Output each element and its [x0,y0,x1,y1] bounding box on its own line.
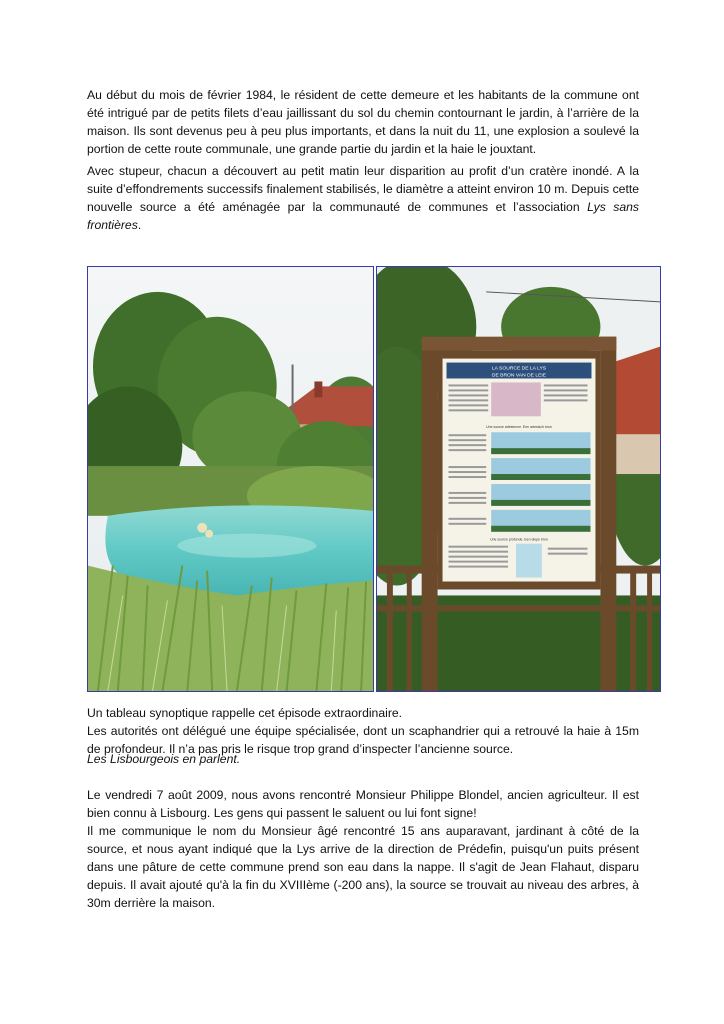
panel-title-line1: LA SOURCE DE LA LYS [491,366,547,372]
panel-caption-bottom: Une source profonde. Een diepe bron [490,537,548,542]
paragraph-testimony: Il me communique le nom du Monsieur âgé rencontré 15 ans auparavant, jardinant à côté de la source, et nous ayant indiqué que la Lys arrive de la direction de Prédefin, puisqu'un puits présent dans une pâture de cette commune prend son eau dans la nappe. Il s'agit de Jean Flahaut, disparu depuis. Il avait ajouté qu'à la fin du XVIIIème (-200 ans), la source se trouvait au niveau des arbres, à 30m derrière la maison. [87,824,639,910]
pond-photo [87,266,374,692]
panel-info-line1: Un tableau synoptique rappelle cet épisode extraordinaire. [87,706,403,720]
section-heading-text: Les Lisbourgeois en parlent. [87,752,241,766]
paragraph-intro: Au début du mois de février 1984, le résident de cette demeure et les habitants de la commune ont été intrigué par de petits filets d’eau jaillissant du sol du chemin contournant le jardin, à l’arrière de la maison. Ils sont devenus peu à peu plus importants, et dans la nuit du 11, une explosion a soulevé la portion de cette route communale, une grande partie du jardin et la haie le jouxtant. [87,88,639,156]
paragraph-meeting: Le vendredi 7 août 2009, nous avons rencontré Monsieur Philippe Blondel, ancien agriculteur. Il est bien connu à Lisbourg. Les gens qui passent le saluent ou lui font signe! [87,788,639,820]
panel-info-line2: Les autorités ont délégué une équipe spécialisée, dont un scaphandrier qui a retrouvé la haie à 15m de profondeur. Il n’a pas pris le risque trop grand d’inspecter l’ancienne source. [87,724,639,756]
paragraph-crater-end: . [137,218,142,232]
panel-title-line2: DE BRON VAN DE LEIE [491,373,547,379]
paragraph-crater-text: Avec stupeur, chacun a découvert au petit matin leur disparition au profit d’un cratère inondé. A la suite d’effondrements successifs finalement stabilisés, le diamètre a atteint environ 10 m. Depuis cette nouvelle source a été aménagée par la communauté de communes et l’association [87,164,639,214]
paragraph-crater [87,162,639,234]
information-panel-photo [376,266,661,692]
panel-caption-middle: Une source artésienne. Een artesisch bron [486,425,552,430]
section-heading-lisbourgeois [87,750,639,768]
association-name: Lys sans frontières [87,200,640,232]
